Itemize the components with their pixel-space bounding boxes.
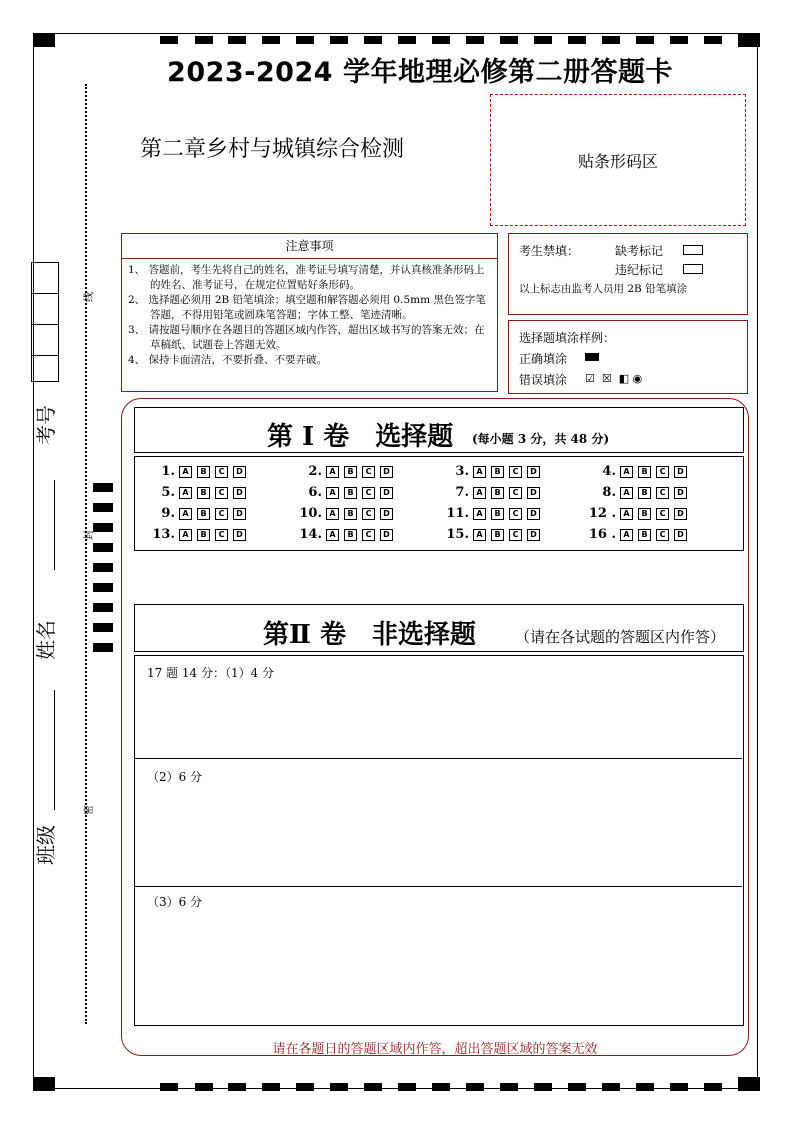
- timing-mark: [160, 1083, 178, 1091]
- option-bubble-c[interactable]: C: [656, 487, 669, 499]
- option-bubble-d[interactable]: D: [674, 529, 687, 541]
- option-bubble-a[interactable]: A: [326, 529, 339, 541]
- option-bubble-b[interactable]: B: [344, 508, 357, 520]
- option-bubble-d[interactable]: D: [233, 508, 246, 520]
- timing-mark: [568, 1083, 586, 1091]
- option-bubble-b[interactable]: B: [197, 529, 210, 541]
- timing-mark: [262, 36, 280, 44]
- timing-mark: [330, 36, 348, 44]
- question-number: 7.: [455, 485, 469, 500]
- correct-fill-sample: [585, 353, 599, 361]
- q17-answer-area[interactable]: [134, 655, 744, 1026]
- q17-part1-label: 17 题 14 分：（1）4 分: [147, 666, 275, 680]
- option-bubble-b[interactable]: B: [491, 466, 504, 478]
- timing-mark: [228, 1083, 246, 1091]
- option-bubble-b[interactable]: B: [638, 487, 651, 499]
- choice-question-4: [586, 464, 692, 479]
- wrong-fill-label: 错误填涂: [519, 373, 568, 387]
- question-number: 9.: [161, 506, 175, 521]
- option-bubble-a[interactable]: A: [326, 508, 339, 520]
- choice-question-10: [292, 506, 398, 521]
- option-bubble-b[interactable]: B: [491, 508, 504, 520]
- notice-item: 2、 选择题必须用 2B 铅笔填涂；填空题和解答题必须用 0.5mm 黑色签字笔答题，不得用铅笔或圆珠笔答题；字体工整、笔迹清晰。: [128, 294, 486, 321]
- option-bubble-b[interactable]: B: [638, 466, 651, 478]
- timing-mark: [432, 36, 450, 44]
- section1-note: (每小题 3 分，共 48 分): [472, 432, 610, 446]
- option-bubble-c[interactable]: C: [362, 529, 375, 541]
- timing-mark: [93, 523, 113, 532]
- option-bubble-a[interactable]: A: [620, 508, 633, 520]
- option-bubble-d[interactable]: D: [674, 508, 687, 520]
- footer-warning: 请在各题日的答题区域内作答，超出答题区域的答案无效: [272, 1042, 598, 1057]
- option-bubble-c[interactable]: C: [509, 508, 522, 520]
- timing-mark: [93, 543, 113, 552]
- question-number: 4.: [602, 464, 616, 479]
- option-bubble-a[interactable]: A: [179, 529, 192, 541]
- exam-mark-box: [508, 233, 748, 315]
- option-bubble-a[interactable]: A: [473, 487, 486, 499]
- timing-mark: [364, 36, 382, 44]
- timing-mark: [364, 1083, 382, 1091]
- choice-question-6: [292, 485, 398, 500]
- option-bubble-d[interactable]: D: [527, 529, 540, 541]
- timing-mark: [262, 1083, 280, 1091]
- section2-header: [134, 604, 744, 652]
- exam-mark-label: 考生禁填：: [519, 244, 580, 258]
- option-bubble-b[interactable]: B: [638, 529, 651, 541]
- option-bubble-d[interactable]: D: [380, 487, 393, 499]
- timing-mark: [568, 36, 586, 44]
- wrong-fill-samples: ☑ ☒ ◧ ◉: [585, 372, 643, 385]
- option-bubble-b[interactable]: B: [197, 466, 210, 478]
- violation-label: 违纪标记: [615, 263, 664, 277]
- option-bubble-a[interactable]: A: [179, 487, 192, 499]
- name-line: [54, 690, 55, 810]
- choice-question-8: [586, 485, 692, 500]
- timing-mark: [466, 1083, 484, 1091]
- barcode-area: [490, 94, 746, 226]
- notice-item: 4、 保持卡面清洁，不要折叠、不要弄破。: [128, 354, 328, 366]
- question-number: 2.: [308, 464, 322, 479]
- timing-mark: [704, 36, 722, 44]
- choice-question-16: [586, 527, 692, 542]
- timing-mark: [228, 36, 246, 44]
- option-bubble-c[interactable]: C: [509, 487, 522, 499]
- answer-divider: [135, 886, 742, 887]
- option-bubble-b[interactable]: B: [344, 466, 357, 478]
- option-bubble-d[interactable]: D: [233, 487, 246, 499]
- question-number: 1.: [161, 464, 175, 479]
- timing-mark: [296, 36, 314, 44]
- option-bubble-d[interactable]: D: [527, 487, 540, 499]
- notice-box: [121, 233, 498, 392]
- option-bubble-a[interactable]: A: [326, 466, 339, 478]
- timing-mark: [534, 36, 552, 44]
- page-subtitle: 第二章乡村与城镇综合检测: [140, 137, 405, 162]
- notice-item: 1、 答题前，考生先将自己的姓名，准考证号填写清楚，并认真核准条形码上的姓名、准考证号，在规定位置贴好条形码。: [128, 264, 485, 291]
- class-label: 班级: [34, 825, 58, 865]
- option-bubble-c[interactable]: C: [215, 487, 228, 499]
- notice-heading: 注意事项: [122, 234, 497, 259]
- timing-mark: [636, 36, 654, 44]
- timing-mark: [195, 36, 213, 44]
- question-number: 6.: [308, 485, 322, 500]
- fill-sample-label: 选择题填涂样例：: [519, 331, 616, 345]
- option-bubble-a[interactable]: A: [473, 466, 486, 478]
- section1-header: [134, 407, 744, 453]
- timing-mark: [466, 36, 484, 44]
- timing-mark: [93, 583, 113, 592]
- question-number: 11.: [446, 506, 469, 521]
- timing-mark: [93, 503, 113, 512]
- option-bubble-b[interactable]: B: [344, 529, 357, 541]
- timing-mark: [670, 36, 688, 44]
- timing-mark: [160, 36, 178, 44]
- timing-mark: [93, 643, 113, 652]
- option-bubble-d[interactable]: D: [527, 466, 540, 478]
- timing-mark: [534, 1083, 552, 1091]
- choice-question-5: [145, 485, 251, 500]
- choice-question-15: [439, 527, 545, 542]
- question-number: 12 .: [588, 506, 616, 521]
- option-bubble-a[interactable]: A: [179, 466, 192, 478]
- timing-mark: [195, 1083, 213, 1091]
- option-bubble-a[interactable]: A: [620, 529, 633, 541]
- seal-mark: 封: [84, 530, 95, 540]
- fill-sample-box: [508, 320, 748, 394]
- timing-mark: [602, 36, 620, 44]
- option-bubble-c[interactable]: C: [215, 466, 228, 478]
- option-bubble-a[interactable]: A: [326, 487, 339, 499]
- timing-mark: [93, 483, 113, 492]
- timing-mark: [670, 1083, 688, 1091]
- option-bubble-b[interactable]: B: [344, 487, 357, 499]
- choice-question-12: [586, 506, 692, 521]
- question-number: 3.: [455, 464, 469, 479]
- name-label: 姓名: [34, 620, 58, 660]
- option-bubble-c[interactable]: C: [656, 529, 669, 541]
- option-bubble-d[interactable]: D: [233, 466, 246, 478]
- section2-note: （请在各试题的答题区内作答）: [515, 628, 726, 646]
- choice-question-3: [439, 464, 545, 479]
- dense-mark: 密: [84, 805, 95, 815]
- choice-question-13: [145, 527, 251, 542]
- option-bubble-c[interactable]: C: [509, 529, 522, 541]
- timing-mark: [93, 623, 113, 632]
- correct-fill-label: 正确填涂: [519, 352, 568, 366]
- question-number: 5.: [161, 485, 175, 500]
- timing-mark: [704, 1083, 722, 1091]
- question-number: 13.: [152, 527, 175, 542]
- option-bubble-a[interactable]: A: [179, 508, 192, 520]
- option-bubble-d[interactable]: D: [674, 487, 687, 499]
- answer-divider: [135, 758, 742, 759]
- option-bubble-d[interactable]: D: [380, 466, 393, 478]
- option-bubble-d[interactable]: D: [380, 529, 393, 541]
- question-number: 15.: [446, 527, 469, 542]
- option-bubble-c[interactable]: C: [362, 487, 375, 499]
- barcode-label: 贴条形码区: [577, 151, 658, 171]
- timing-mark: [296, 1083, 314, 1091]
- notice-body: [122, 259, 497, 372]
- question-number: 16 .: [588, 527, 616, 542]
- option-bubble-a[interactable]: A: [620, 466, 633, 478]
- timing-mark: [330, 1083, 348, 1091]
- violation-checkbox[interactable]: [683, 264, 703, 274]
- option-bubble-d[interactable]: D: [233, 529, 246, 541]
- choice-question-7: [439, 485, 545, 500]
- timing-mark: [398, 1083, 416, 1091]
- line-mark: 线: [84, 292, 95, 302]
- option-bubble-c[interactable]: C: [362, 508, 375, 520]
- option-bubble-c[interactable]: C: [656, 508, 669, 520]
- option-bubble-b[interactable]: B: [491, 529, 504, 541]
- choice-question-11: [439, 506, 545, 521]
- q17-part2-label: （2）6 分: [147, 770, 203, 784]
- question-number: 14.: [299, 527, 322, 542]
- binding-line: [85, 84, 87, 1024]
- choice-question-1: [145, 464, 251, 479]
- absent-checkbox[interactable]: [683, 245, 703, 255]
- section2-title: 第Ⅱ 卷 非选择题: [263, 620, 476, 650]
- timing-mark: [500, 1083, 518, 1091]
- question-number: 10.: [299, 506, 322, 521]
- choice-question-14: [292, 527, 398, 542]
- question-number: 8.: [602, 485, 616, 500]
- notice-item: 3、 请按题号顺序在各题目的答题区域内作答，超出区域书写的答案无效；在草稿纸、试题卷上答题无效。: [128, 324, 485, 351]
- option-bubble-a[interactable]: A: [473, 508, 486, 520]
- option-bubble-d[interactable]: D: [674, 466, 687, 478]
- choice-question-9: [145, 506, 251, 521]
- exam-mark-note: 以上标志由监考人员用 2B 铅笔填涂: [519, 283, 688, 295]
- timing-mark: [93, 563, 113, 572]
- option-bubble-b[interactable]: B: [491, 487, 504, 499]
- timing-mark: [398, 36, 416, 44]
- option-bubble-c[interactable]: C: [656, 466, 669, 478]
- absent-label: 缺考标记: [615, 244, 664, 258]
- timing-mark: [432, 1083, 450, 1091]
- option-bubble-c[interactable]: C: [215, 508, 228, 520]
- timing-mark: [636, 1083, 654, 1091]
- exam-no-label: 考号: [34, 405, 58, 445]
- option-bubble-c[interactable]: C: [215, 529, 228, 541]
- option-bubble-b[interactable]: B: [197, 487, 210, 499]
- timing-mark: [500, 36, 518, 44]
- option-bubble-c[interactable]: C: [509, 466, 522, 478]
- option-bubble-a[interactable]: A: [620, 487, 633, 499]
- option-bubble-b[interactable]: B: [197, 508, 210, 520]
- q17-part3-label: （3）6 分: [147, 895, 203, 909]
- choice-question-2: [292, 464, 398, 479]
- timing-mark: [602, 1083, 620, 1091]
- exam-no-grid: [31, 262, 59, 382]
- option-bubble-b[interactable]: B: [638, 508, 651, 520]
- section1-title: 第 I 卷 选择题: [267, 422, 454, 452]
- timing-mark: [93, 603, 113, 612]
- option-bubble-d[interactable]: D: [527, 508, 540, 520]
- option-bubble-d[interactable]: D: [380, 508, 393, 520]
- page-title: 2023-2024 学年地理必修第二册答题卡: [167, 57, 673, 88]
- option-bubble-a[interactable]: A: [473, 529, 486, 541]
- exam-no-line: [54, 480, 55, 570]
- option-bubble-c[interactable]: C: [362, 466, 375, 478]
